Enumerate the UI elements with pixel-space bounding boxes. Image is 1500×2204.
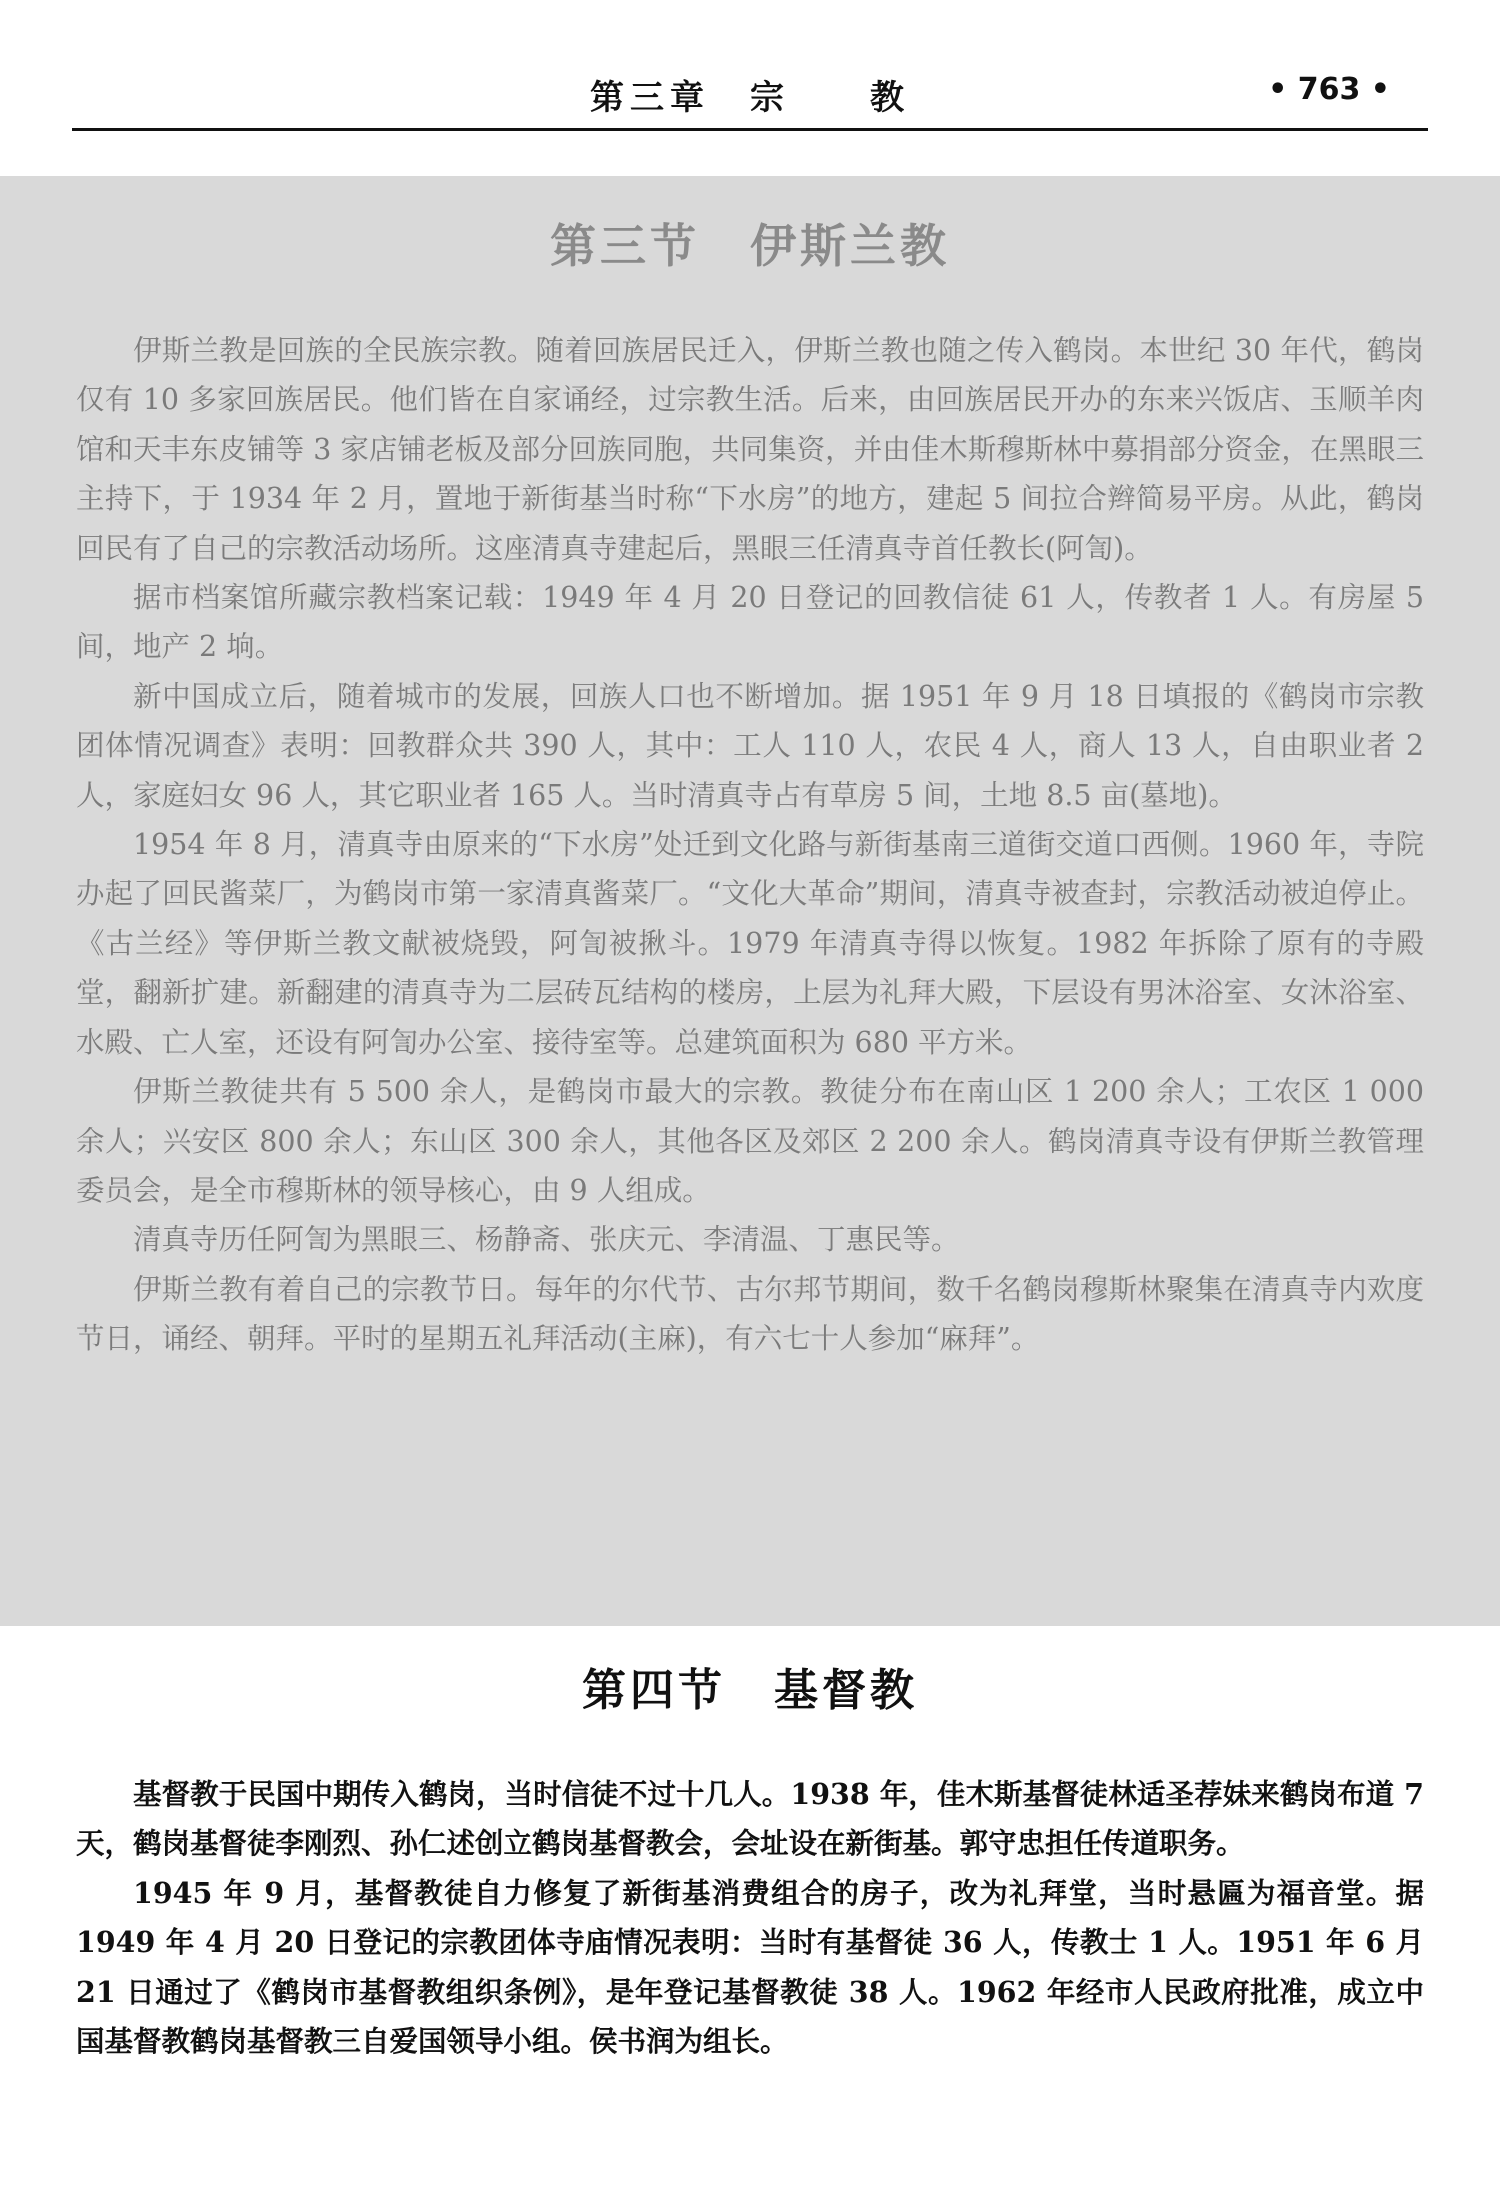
section-3-title: 第三节 伊斯兰教 bbox=[550, 219, 950, 273]
paragraph: 据市档案馆所藏宗教档案记载：1949 年 4 月 20 日登记的回教信徒 61 人，传教者 1 人。有房屋 5 间，地产 2 垧。 bbox=[76, 581, 1424, 664]
paragraph: 新中国成立后，随着城市的发展，回族人口也不断增加。据 1951 年 9 月 18 日填报的《鹤岗市宗教团体情况调查》表明：回教群众共 390 人，其中：工人 110 人，农民 4 人，商人 13 人，自由职业者 2 人，家庭妇女 96 人，其它职业者 165 人。当时清真寺占有草房 5 间，土地 8.5 亩(墓地)。 bbox=[76, 679, 1424, 812]
paragraph: 伊斯兰教有着自己的宗教节日。每年的尔代节、古尔邦节期间，数千名鹤岗穆斯林聚集在清真寺内欢度节日，诵经、朝拜。平时的星期五礼拜活动(主麻)，有六七十人参加“麻拜”。 bbox=[76, 1272, 1424, 1356]
section-4-body bbox=[76, 1770, 1424, 2066]
chapter-title: 第三章 宗 教 bbox=[590, 78, 910, 118]
paragraph: 伊斯兰教是回族的全民族宗教。随着回族居民迁入，伊斯兰教也随之传入鹤岗。本世纪 30 年代，鹤岗仅有 10 多家回族居民。他们皆在自家诵经，过宗教生活。后来，由回族居民开办的东来兴饭店、玉顺羊肉馆和天丰东皮铺等 3 家店铺老板及部分回族同胞，共同集资，并由佳木斯穆斯林中募捐部分资金，在黑眼三主持下，于 1934 年 2 月，置地于新街基当时称“下水房”的地方，建起 5 间拉合辫简易平房。从此，鹤岗回民有了自己的宗教活动场所。这座清真寺建起后，黑眼三任清真寺首任教长(阿訇)。 bbox=[76, 334, 1424, 565]
header-rule bbox=[72, 128, 1428, 131]
paragraph: 1954 年 8 月，清真寺由原来的“下水房”处迁到文化路与新街基南三道街交道口西侧。1960 年，寺院办起了回民酱菜厂，为鹤岗市第一家清真酱菜厂。“文化大革命”期间，清真寺被查封，宗教活动被迫停止。《古兰经》等伊斯兰教文献被烧毁，阿訇被揪斗。1979 年清真寺得以恢复。1982 年拆除了原有的寺殿堂，翻新扩建。新翻建的清真寺为二层砖瓦结构的楼房，上层为礼拜大殿，下层设有男沐浴室、女沐浴室、水殿、亡人室，还设有阿訇办公室、接待室等。总建筑面积为 680 平方米。 bbox=[76, 828, 1424, 1059]
section-4-title: 第四节 基督教 bbox=[582, 1665, 918, 1716]
page-number: • 763 • bbox=[1268, 72, 1390, 107]
section-3-body bbox=[76, 326, 1424, 1364]
paragraph: 清真寺历任阿訇为黑眼三、杨静斋、张庆元、李清温、丁惠民等。 bbox=[133, 1223, 960, 1257]
running-header bbox=[72, 70, 1428, 130]
paragraph: 基督教于民国中期传入鹤岗，当时信徒不过十几人。1938 年，佳木斯基督徒林适圣荐妹来鹤岗布道 7 天，鹤岗基督徒李刚烈、孙仁述创立鹤岗基督教会，会址设在新街基。郭守忠担任传道职务。 bbox=[76, 1777, 1424, 1861]
paragraph: 1945 年 9 月，基督教徒自力修复了新街基消费组合的房子，改为礼拜堂，当时悬匾为福音堂。据 1949 年 4 月 20 日登记的宗教团体寺庙情况表明：当时有基督徒 36 人，传教士 1 人。1951 年 6 月 21 日通过了《鹤岗市基督教组织条例》，是年登记基督教徒 38 人。1962 年经市人民政府批准，成立中国基督教鹤岗基督教三自爱国领导小组。侯书润为组长。 bbox=[76, 1875, 1424, 2059]
paragraph: 伊斯兰教徒共有 5 500 余人，是鹤岗市最大的宗教。教徒分布在南山区 1 200 余人；工农区 1 000 余人；兴安区 800 余人；东山区 300 余人，其他各区及郊区 2 200 余人。鹤岗清真寺设有伊斯兰教管理委员会，是全市穆斯林的领导核心，由 9 人组成。 bbox=[76, 1075, 1424, 1207]
